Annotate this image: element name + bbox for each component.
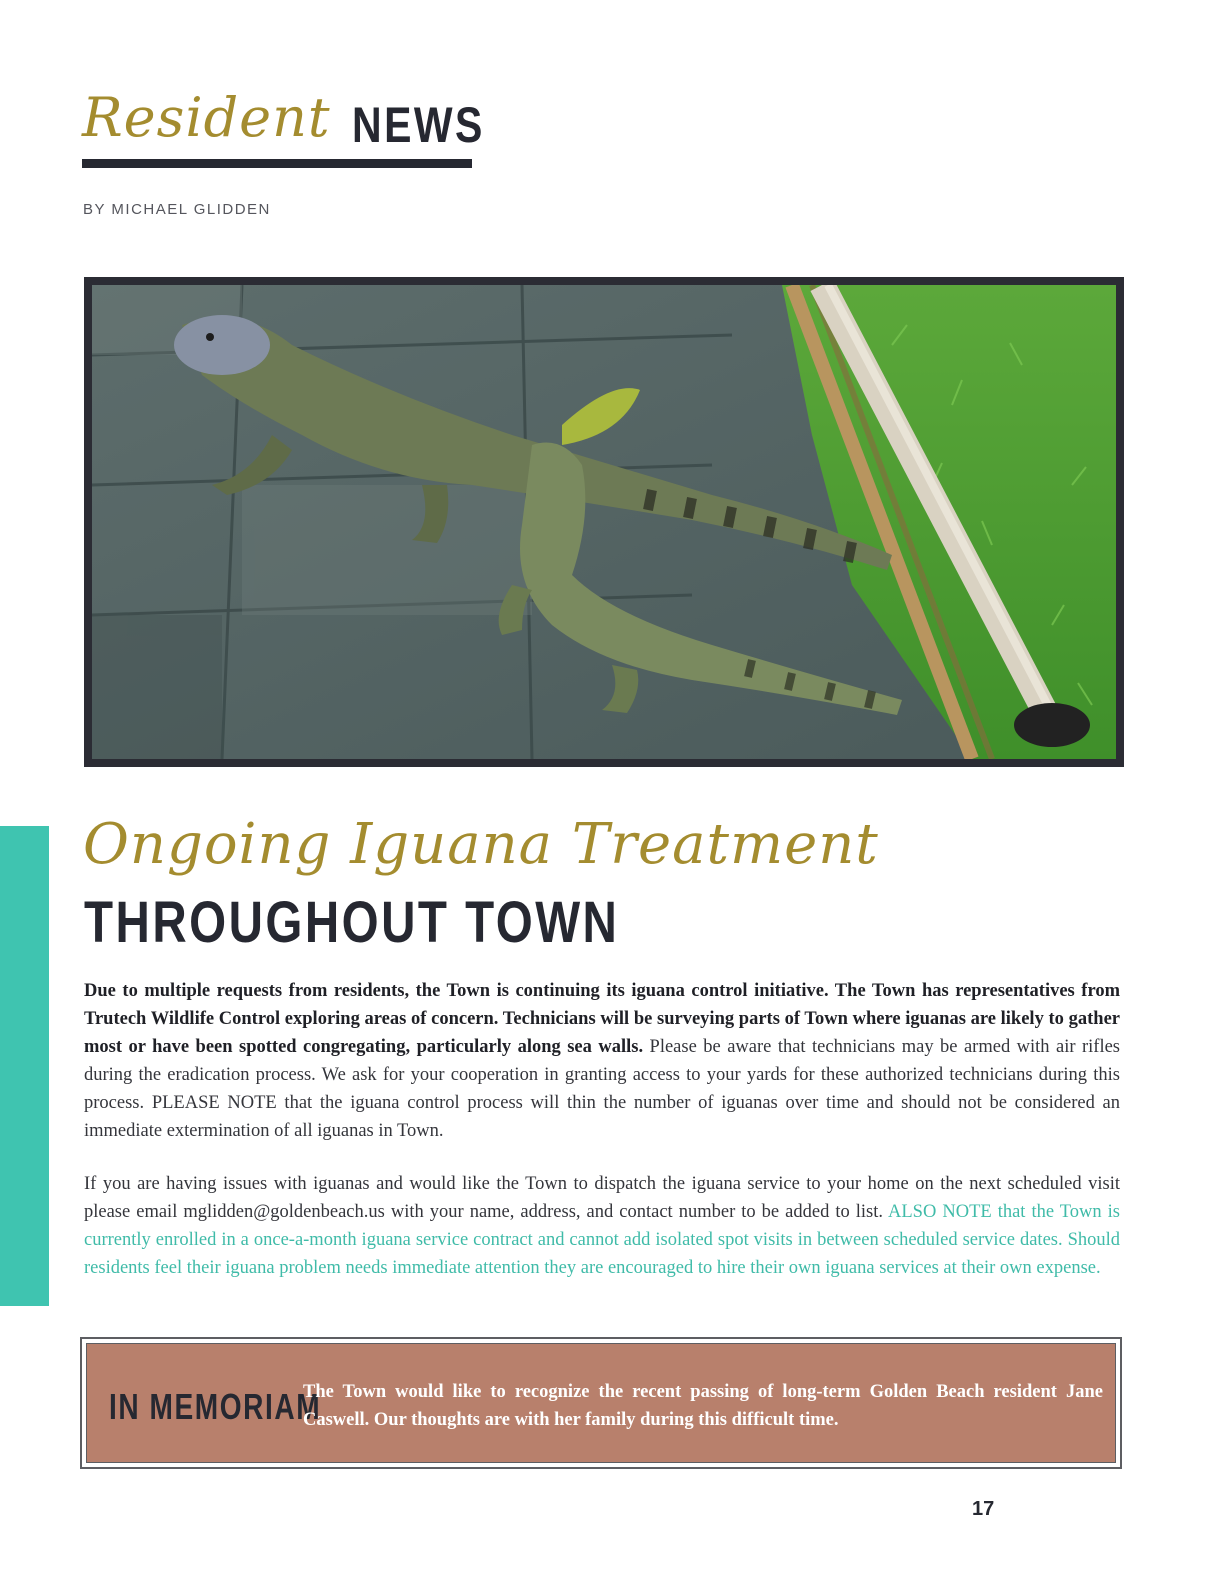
- article-title-main: THROUGHOUT TOWN: [84, 890, 620, 955]
- byline: BY MICHAEL GLIDDEN: [83, 201, 271, 218]
- masthead: [82, 86, 485, 170]
- memoriam-box: [80, 1337, 1122, 1469]
- paragraph-1-rest: Please be aware that technicians may be armed with air rifles during the eradication process. We ask for your cooperation in granting access to your yards for these authorized technicians during this process. PLEASE NOTE that the iguana control process will thin the number of iguanas over time and should not be considered an immediate extermination of all iguanas in Town.: [84, 1037, 1121, 1141]
- teal-side-bar: [0, 826, 49, 1306]
- masthead-bold-word: NEWS: [352, 97, 485, 153]
- masthead-rule: [82, 159, 472, 168]
- masthead-script-word: Resident: [82, 86, 331, 149]
- paragraph-2-note: ALSO NOTE that the Town is currently enrolled in a once-a-month iguana service contract and cannot add isolated spot visits in between scheduled service dates. Should residents feel their iguana problem needs immediate attention they are encouraged to hire their own iguana services at their own expense.: [84, 1202, 1120, 1278]
- article-paragraph-1: [84, 977, 1120, 1145]
- page-number: 17: [972, 1498, 995, 1520]
- memoriam-text: The Town would like to recognize the recent passing of long-term Golden Beach resident Jane Caswell. Our thoughts are with her family during this difficult time.: [303, 1382, 1103, 1430]
- article-paragraph-2: [84, 1170, 1120, 1282]
- article-title-script: Ongoing Iguana Treatment: [83, 812, 879, 877]
- iguana-photo: [92, 285, 1116, 759]
- memoriam-panel: [86, 1343, 1116, 1463]
- memoriam-title: IN MEMORIAM: [109, 1386, 322, 1427]
- paragraph-2-main: If you are having issues with iguanas and would like the Town to dispatch the iguana service to your home on the next scheduled visit please email mglidden@goldenbeach.us with your name, address, and contact number to be added to list.: [84, 1174, 1120, 1222]
- photo-frame: [84, 277, 1124, 767]
- paragraph-1-lead: Due to multiple requests from residents, the Town is continuing its iguana control initiative. The Town has representatives from Trutech Wildlife Control exploring areas of concern. Technicians will be surveying parts of Town where iguanas are likely to gather most or have been spotted congregating, particularly along sea walls.: [84, 981, 1120, 1057]
